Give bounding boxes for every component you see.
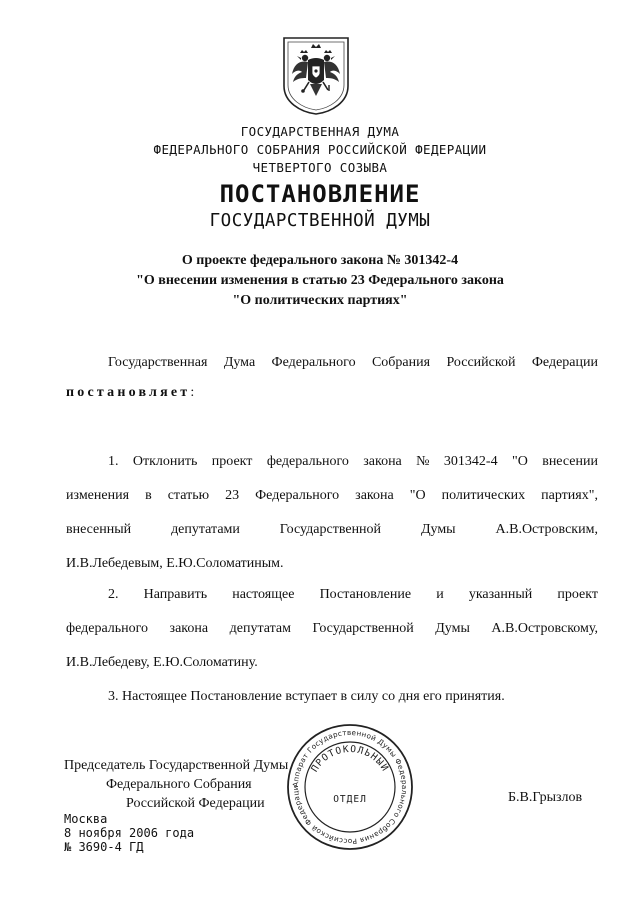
item-1-word: "О xyxy=(511,454,528,469)
item-2-line-1 xyxy=(66,578,598,612)
item-2-word: федерального xyxy=(66,621,149,636)
subject-line-2: "О внесении изменения в статью 23 Федерального закона xyxy=(136,273,504,288)
preamble xyxy=(66,355,598,401)
item-2-paragraph xyxy=(66,578,598,680)
item-1-word: "О xyxy=(409,488,426,503)
preamble-line-1 xyxy=(66,355,598,371)
issuer-line-2: ФЕДЕРАЛЬНОГО СОБРАНИЯ РОССИЙСКОЙ ФЕДЕРАЦИИ xyxy=(153,142,487,157)
item-1-word: № xyxy=(416,454,430,469)
item-2-word: 2. xyxy=(108,587,119,602)
stamp-center-text: ОТДЕЛ xyxy=(333,794,367,805)
item-1-word: депутатами xyxy=(171,522,240,537)
item-2-line-2 xyxy=(66,612,598,646)
coat-of-arms-emblem xyxy=(280,34,352,116)
item-2-line-3: И.В.Лебедеву, Е.Ю.Соломатину. xyxy=(66,655,258,670)
decrees-colon: : xyxy=(190,385,195,400)
item-2-word: Думы xyxy=(435,621,470,636)
item-1-word: 1. xyxy=(108,454,119,469)
issuer-line-3: ЧЕТВЕРТОГО СОЗЫВА xyxy=(252,160,388,175)
svg-text:ПРОТОКОЛЬНЫЙ xyxy=(309,744,391,774)
item-1-word: внесенный xyxy=(66,522,132,537)
preamble-word: Дума xyxy=(223,355,256,370)
imprint-date: 8 ноября 2006 года xyxy=(64,826,195,840)
item-1-word: Отклонить xyxy=(132,454,198,469)
item-1-word: 23 xyxy=(225,488,240,503)
round-seal-icon xyxy=(285,722,415,852)
item-2-word: закона xyxy=(169,621,209,636)
signature-block xyxy=(64,756,288,813)
item-1-word: проект xyxy=(211,454,253,469)
item-1-paragraph xyxy=(66,445,598,581)
item-2-word: депутатам xyxy=(229,621,291,636)
document-type-subtitle: ГОСУДАРСТВЕННОЙ ДУМЫ xyxy=(209,211,431,231)
item-2-word: Постановление xyxy=(319,587,412,602)
item-2-word: Направить xyxy=(143,587,208,602)
item-1-line-2 xyxy=(66,479,598,513)
resolution-subject xyxy=(0,251,640,311)
item-1-word: А.В.Островским, xyxy=(495,522,598,537)
stamp-inner-text: ПРОТОКОЛЬНЫЙ xyxy=(309,743,391,775)
item-2-word: настоящее xyxy=(232,587,295,602)
item-1-word: изменения xyxy=(66,488,130,503)
preamble-word: Государственная xyxy=(108,355,208,370)
signatory-title-line-1: Председатель Государственной Думы xyxy=(64,758,289,773)
item-1-word: политических xyxy=(441,488,526,503)
item-1-word: федерального xyxy=(266,454,349,469)
official-stamp xyxy=(285,722,415,852)
item-1-line-1 xyxy=(66,445,598,479)
item-2-word: А.В.Островскому, xyxy=(491,621,598,636)
signatory-title-line-2: Федерального Собрания xyxy=(106,777,252,792)
item-1-word: партиях", xyxy=(541,488,598,503)
preamble-word: Федерации xyxy=(531,355,598,370)
decrees-word: постановляет xyxy=(66,385,191,400)
imprint-city: Москва xyxy=(64,812,108,826)
issuer-header xyxy=(0,123,640,177)
item-1-word: статью xyxy=(167,488,210,503)
item-2-word: проект xyxy=(557,587,598,602)
item-1-word: закона xyxy=(355,488,394,503)
subject-line-1: О проекте федерального закона № 301342-4 xyxy=(181,253,459,268)
subject-line-3: "О политических партиях" xyxy=(232,293,408,308)
document-type-title: ПОСТАНОВЛЕНИЕ xyxy=(219,180,421,208)
imprint-number: № 3690-4 ГД xyxy=(64,840,144,854)
double-headed-eagle-icon xyxy=(280,34,352,116)
item-1-word: Думы xyxy=(420,522,456,537)
preamble-word: Российской xyxy=(446,355,516,370)
issuer-line-1: ГОСУДАРСТВЕННАЯ ДУМА xyxy=(240,124,400,139)
item-2-word: указанный xyxy=(468,587,533,602)
preamble-word: Федерального xyxy=(271,355,356,370)
item-1-word: закона xyxy=(363,454,402,469)
item-1-line-4: И.В.Лебедевым, Е.Ю.Соломатиным. xyxy=(66,556,284,571)
decrees-line xyxy=(66,385,598,401)
item-1-line-3 xyxy=(66,513,598,547)
item-1-word: Государственной xyxy=(279,522,382,537)
stamp-outer-text: Аппарат Государственной Думы Федерального Собрания Российской Федераци xyxy=(290,727,410,847)
signatory-title-line-3: Российской Федерации xyxy=(126,796,265,811)
preamble-word: Собрания xyxy=(371,355,431,370)
item-1-word: 301342-4 xyxy=(443,454,498,469)
item-3-paragraph xyxy=(66,680,598,714)
document-imprint xyxy=(64,812,194,854)
item-2-word: Государственной xyxy=(312,621,414,636)
item-3-line-1: 3. Настоящее Постановление вступает в силу со дня его принятия. xyxy=(108,689,505,704)
item-1-word: в xyxy=(145,488,152,503)
item-1-word: внесении xyxy=(542,454,598,469)
item-1-word: Федерального xyxy=(255,488,340,503)
item-2-word: и xyxy=(436,587,444,602)
signatory-name: Б.В.Грызлов xyxy=(508,790,583,805)
